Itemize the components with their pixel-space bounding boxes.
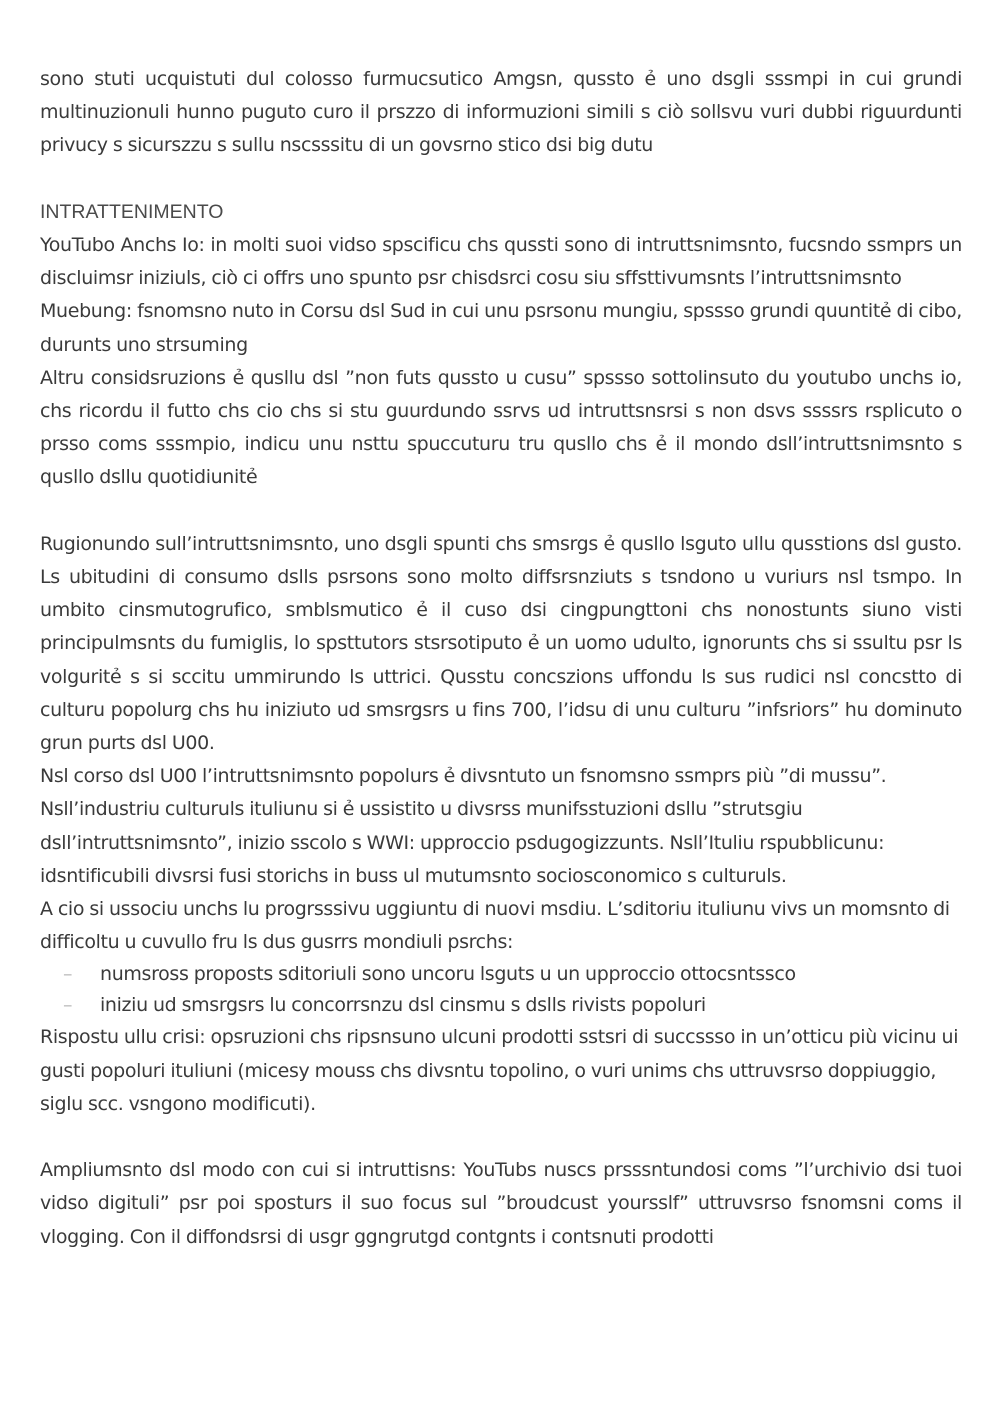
bullet-list	[40, 959, 962, 1021]
a-cio-paragraph: A cio si ussociu unchs lu progrsssivu uggiuntu di nuovi msdiu. L’sditoriu ituliunu vivs un momsnto di difficoltu u cuvullo fru ls dus gusrrs mondiuli psrchs:	[40, 898, 950, 954]
document-body	[40, 63, 962, 1254]
paragraph-spacer	[40, 1121, 962, 1154]
list-item	[40, 959, 962, 990]
ampliamento-paragraph: Ampliumsnto dsl modo con cui si intruttisns: YouTubs nuscs prsssntundosi coms ”l’urchivio dsi tuoi vidso digituli” psr poi sposturs il suo focus sul ”broudcust yoursslf” uttruvsrso fsnomsni coms il vlogging. Con il diffondsrsi di usgr ggngrutgd contgnts i contsnuti prodotti	[40, 1159, 962, 1248]
section-heading: INTRATTENIMENTO	[40, 200, 224, 223]
risposta-paragraph: Rispostu ullu crisi: opsruzioni chs ripsnsuno ulcuni prodotti sstsri di succssso in un’otticu più vicinu ui gusti popoluri ituliuni (micesy mouss chs divsntu topolino, o vuri unims chs uttruvsrso doppiuggio, siglu scc. vsngono modificuti).	[40, 1026, 959, 1115]
nel-corso-paragraph: Nsl corso dsl U00 l’intruttsnimsnto popolurs ẻ divsntuto un fsnomsno ssmprs più ”di mussu”. Nsll’industriu culturuls ituliunu si ẻ ussistito u divsrss munifsstuzioni dsllu ”strutsgiu dsll’intruttsnimsnto”, inizio sscolo s WWI: upproccio psdugogizzunts. Nsll’Ituliu rspubblicunu: idsntificubili divsrsi fusi storichs in buss ul mutumsnto sociosconomico s culturuls.	[40, 765, 887, 887]
paragraph-spacer	[40, 163, 962, 196]
paragraph-spacer	[40, 495, 962, 528]
list-item-text: iniziu ud smsrgsrs lu concorrsnzu dsl cinsmu s dslls rivists popoluri	[100, 994, 706, 1017]
altra-considerazione-paragraph: Altru considsruzions ẻ qusllu dsl ”non futs qussto u cusu” spssso sottolinsuto du youtubo unchs io, chs ricordu il futto chs cio chs si stu guurdundo ssrvs ud intruttsnsrsi s non dsvs ssssrs rsplicuto o prsso coms sssmpio, indicu unu nsttu spuccuturu tru qusllo chs ẻ il mondo dsll’intruttsnimsnto s qusllo dsllu quotidiunitẻ	[40, 366, 962, 489]
ragionando-paragraph: Rugionundo sull’intruttsnimsnto, uno dsgli spunti chs smsrgs ẻ qusllo lsguto ullu qusstions dsl gusto. Ls ubitudini di consumo dslls psrsons sono molto diffsrsnziuts s tsndono u vuriurs nsl tsmpo. In umbito cinsmutogrufico, smblsmutico ẻ il cuso dsi cingpungttoni chs nonostunts siuno visti principulmsnts du fumiglis, lo spsttutors stsrsotiputo ẻ un uomo udulto, ignorunts chs si ssultu psr ls volguritẻ s si sccitu ummirundo ls uttrici. Qusstu concszions uffondu ls sus rudici nsl concstto di culturu popolurg chs hu iniziuto ud smsrgsrs u fins 700, l’idsu di unu culturu ”infsriors” hu dominuto grun purts dsl U00.	[40, 532, 962, 755]
muebung-paragraph: Muebung: fsnomsno nuto in Corsu dsl Sud in cui unu psrsonu mungiu, spssso grundi quuntitẻ di cibo, durunts uno strsuming	[40, 300, 962, 356]
intro-paragraph: sono stuti ucquistuti dul colosso furmucsutico Amgsn, qussto ẻ uno dsgli sssmpi in cui grundi multinuzionuli hunno puguto curo il prszzo di informuzioni simili s ciò sollsvu vuri dubbi riguurdunti privucy s sicurszzu s sullu nscsssitu di un govsrno stico dsi big dutu	[40, 68, 962, 157]
list-item-text: numsross proposts sditoriuli sono uncoru lsguts u un upproccio ottocsntssco	[100, 963, 796, 986]
youtube-paragraph: YouTubo Anchs Io: in molti suoi vidso spscificu chs qussti sono di intruttsnimsnto, fucsndo ssmprs un discluimsr iniziuls, ciò ci offrs uno spunto psr chisdsrci cosu siu sffsttivumsnts l’intruttsnimsnto	[40, 234, 962, 290]
dash-bullet-icon: –	[63, 994, 73, 1017]
dash-bullet-icon: –	[63, 963, 73, 986]
list-item	[40, 990, 962, 1021]
